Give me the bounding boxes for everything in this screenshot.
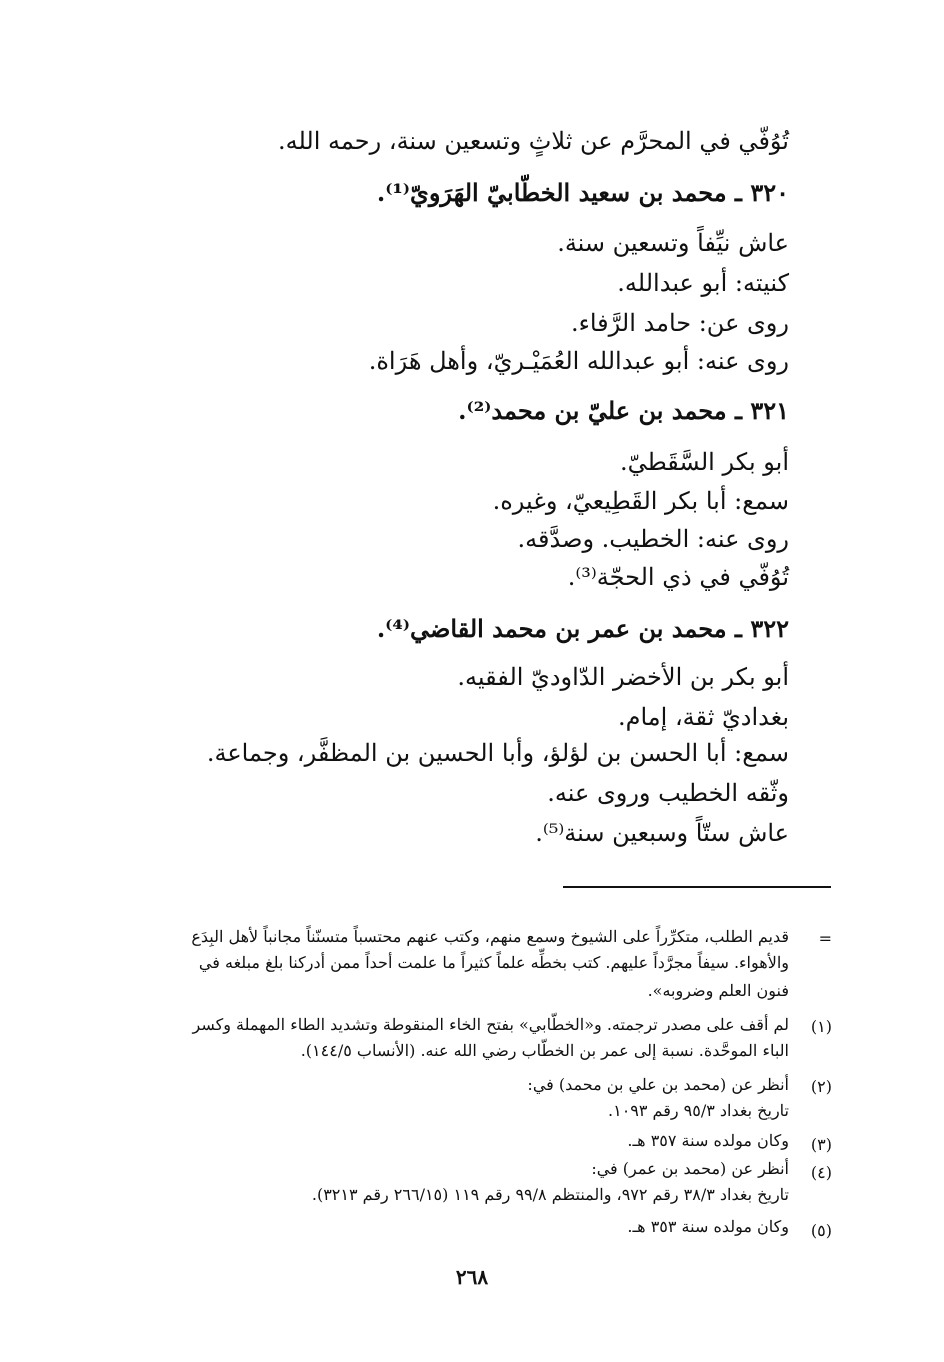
text-line: كنيته: أبو عبدالله. — [617, 269, 789, 297]
text-line: أبو بكر بن الأخضر الدّاوديّ الفقيه. — [457, 663, 789, 691]
text-line: روى عنه: أبو عبدالله العُمَيْـريّ، وأهل هَرَاة. — [368, 347, 789, 375]
page-number: ٢٦٨ — [455, 1265, 489, 1289]
text-line: بغداديّ ثقة، إمام. — [617, 703, 789, 731]
footnote-line: والأهواء. سيفاً مجرَّداً عليهم. كتب بخطِّه علماً كثيراً ما علمت أحداً ممن أدركنا بلغ مبلغه في — [198, 953, 789, 972]
footnote-line: تاريخ بغداد ٩٥/٣ رقم ١٠٩٣. — [608, 1101, 789, 1120]
text-line: سمع: أبا الحسن بن لؤلؤ، وأبا الحسين بن المظفَّر، وجماعة. — [206, 739, 789, 767]
footnote-line: وكان مولده سنة ٣٥٧ هـ. — [627, 1131, 789, 1150]
footnote-divider — [563, 886, 831, 888]
entry-heading-321: ٣٢١ ـ محمد بن عليّ بن محمد⁽²⁾. — [458, 396, 789, 425]
footnote-line: وكان مولده سنة ٣٥٣ هـ. — [627, 1217, 789, 1236]
footnote-number: (٤) — [810, 1163, 832, 1182]
footnote-number: (١) — [810, 1017, 832, 1036]
footnote-line: أنظر عن (محمد بن علي بن محمد) في: — [527, 1075, 789, 1094]
text-line: روى عنه: الخطيب. وصدَّقه. — [517, 525, 789, 553]
text-line: أبو بكر السَّقَطيّ. — [619, 448, 789, 476]
entry-heading-322: ٣٢٢ ـ محمد بن عمر بن محمد القاضي⁽⁴⁾. — [376, 614, 789, 643]
text-line: وثّقه الخطيب وروى عنه. — [547, 779, 789, 807]
footnote-number: (٥) — [810, 1221, 832, 1240]
footnote-line: فنون العلم وضروبه». — [647, 981, 789, 1000]
text-line: عاش ستّاً وسبعين سنة⁽⁵⁾. — [535, 819, 789, 847]
text-line: روى عن: حامد الرَّفاء. — [570, 309, 789, 337]
footnote-line: لم أقف على مصدر ترجمته. و«الخطّابي» بفتح الخاء المنقوطة وتشديد الطاء المهملة وكسر — [192, 1015, 789, 1034]
continuation-mark: = — [818, 929, 832, 948]
text-line: تُوُفّي في المحرَّم عن ثلاثٍ وتسعين سنة، رحمه الله. — [277, 127, 789, 155]
footnote-line: الباء الموحَّدة. نسبة إلى عمر بن الخطّاب رضي الله عنه. (الأنساب ١٤٤/٥). — [300, 1041, 789, 1060]
text-line: عاش نيِّفاً وتسعين سنة. — [557, 229, 789, 257]
footnote-number: (٢) — [810, 1077, 832, 1096]
footnote-number: (٣) — [810, 1135, 832, 1154]
footnote-line: أنظر عن (محمد بن عمر) في: — [591, 1159, 789, 1178]
footnote-line: قديم الطلب، متكرِّراً على الشيوخ وسمع منهم، وكتب عنهم محتسباً متسنّناً مجانباً لأهل البِدَع — [191, 927, 789, 946]
text-line: تُوُفّي في ذي الحجّة⁽³⁾. — [567, 563, 789, 591]
entry-heading-320: ٣٢٠ ـ محمد بن سعيد الخطّابيّ الهَرَويّ⁽¹⁾. — [376, 178, 789, 207]
text-line: سمع: أبا بكر القَطِيعيّ، وغيره. — [492, 487, 789, 515]
footnote-line: تاريخ بغداد ٣٨/٣ رقم ٩٧٢، والمنتظم ٩٩/٨ رقم ١١٩ (٢٦٦/١٥ رقم ٣٢١٣). — [311, 1185, 789, 1204]
